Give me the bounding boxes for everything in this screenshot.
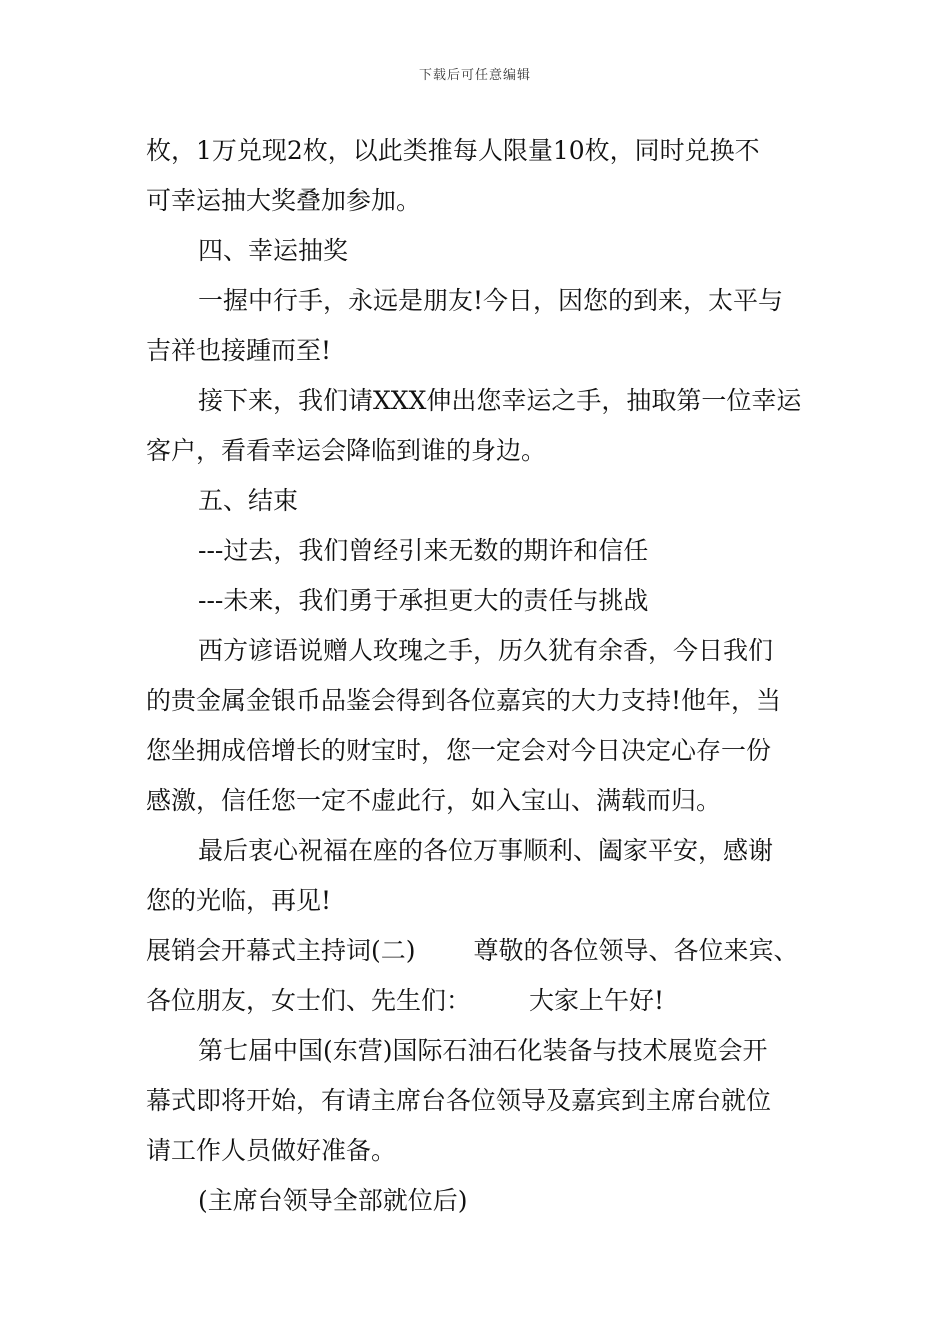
greeting-text: 各位朋友，女士们、先生们： — [146, 986, 472, 1015]
document-body — [146, 126, 826, 1226]
paragraph-line: 西方谚语说赠人玫瑰之手，历久犹有余香，今日我们 — [198, 636, 774, 665]
paragraph-line: 幕式即将开始，有请主席台各位领导及嘉宾到主席台就位 — [146, 1086, 772, 1115]
paragraph-line: 您坐拥成倍增长的财宝时，您一定会对今日决定心存一份 — [146, 736, 772, 765]
page-header-note: 下载后可任意编辑 — [418, 68, 531, 83]
paragraph-line: 一握中行手，永远是朋友!今日，因您的到来，太平与 — [198, 286, 784, 315]
paragraph-line: 请工作人员做好准备。 — [146, 1136, 397, 1165]
paragraph-line — [146, 976, 826, 1026]
paragraph-line: 第七届中国(东营)国际石油石化装备与技术展览会开 — [198, 1036, 768, 1065]
paragraph-line: 接下来，我们请XXX伸出您幸运之手，抽取第一位幸运 — [198, 386, 802, 415]
paragraph-line: 您的光临，再见! — [146, 886, 332, 915]
greeting-text: 尊敬的各位领导、各位来宾、 — [473, 936, 799, 965]
paragraph-line: 客户，看看幸运会降临到谁的身边。 — [146, 436, 547, 465]
paragraph-line: ---过去，我们曾经引来无数的期许和信任 — [198, 536, 649, 565]
paragraph-line: 可幸运抽大奖叠加参加。 — [146, 186, 422, 215]
paragraph-line: 吉祥也接踵而至! — [146, 336, 332, 365]
paragraph-line: 最后衷心祝福在座的各位万事顺利、阖家平安，感谢 — [198, 836, 774, 865]
greeting-text: 大家上午好! — [529, 986, 665, 1015]
section-heading: 四、幸运抽奖 — [198, 236, 349, 265]
paragraph-line: 感激，信任您一定不虚此行，如入宝山、满载而归。 — [146, 786, 722, 815]
paragraph-line: (主席台领导全部就位后) — [198, 1186, 468, 1215]
paragraph-line: 枚，1万兑现2枚，以此类推每人限量10枚，同时兑换不 — [146, 136, 760, 165]
section-heading: 五、结束 — [198, 486, 299, 515]
paragraph-line: 的贵金属金银币品鉴会得到各位嘉宾的大力支持!他年，当 — [146, 686, 782, 715]
paragraph-line: ---未来，我们勇于承担更大的责任与挑战 — [198, 586, 649, 615]
paragraph-line — [146, 926, 826, 976]
document-title: 展销会开幕式主持词(二) — [146, 936, 416, 965]
